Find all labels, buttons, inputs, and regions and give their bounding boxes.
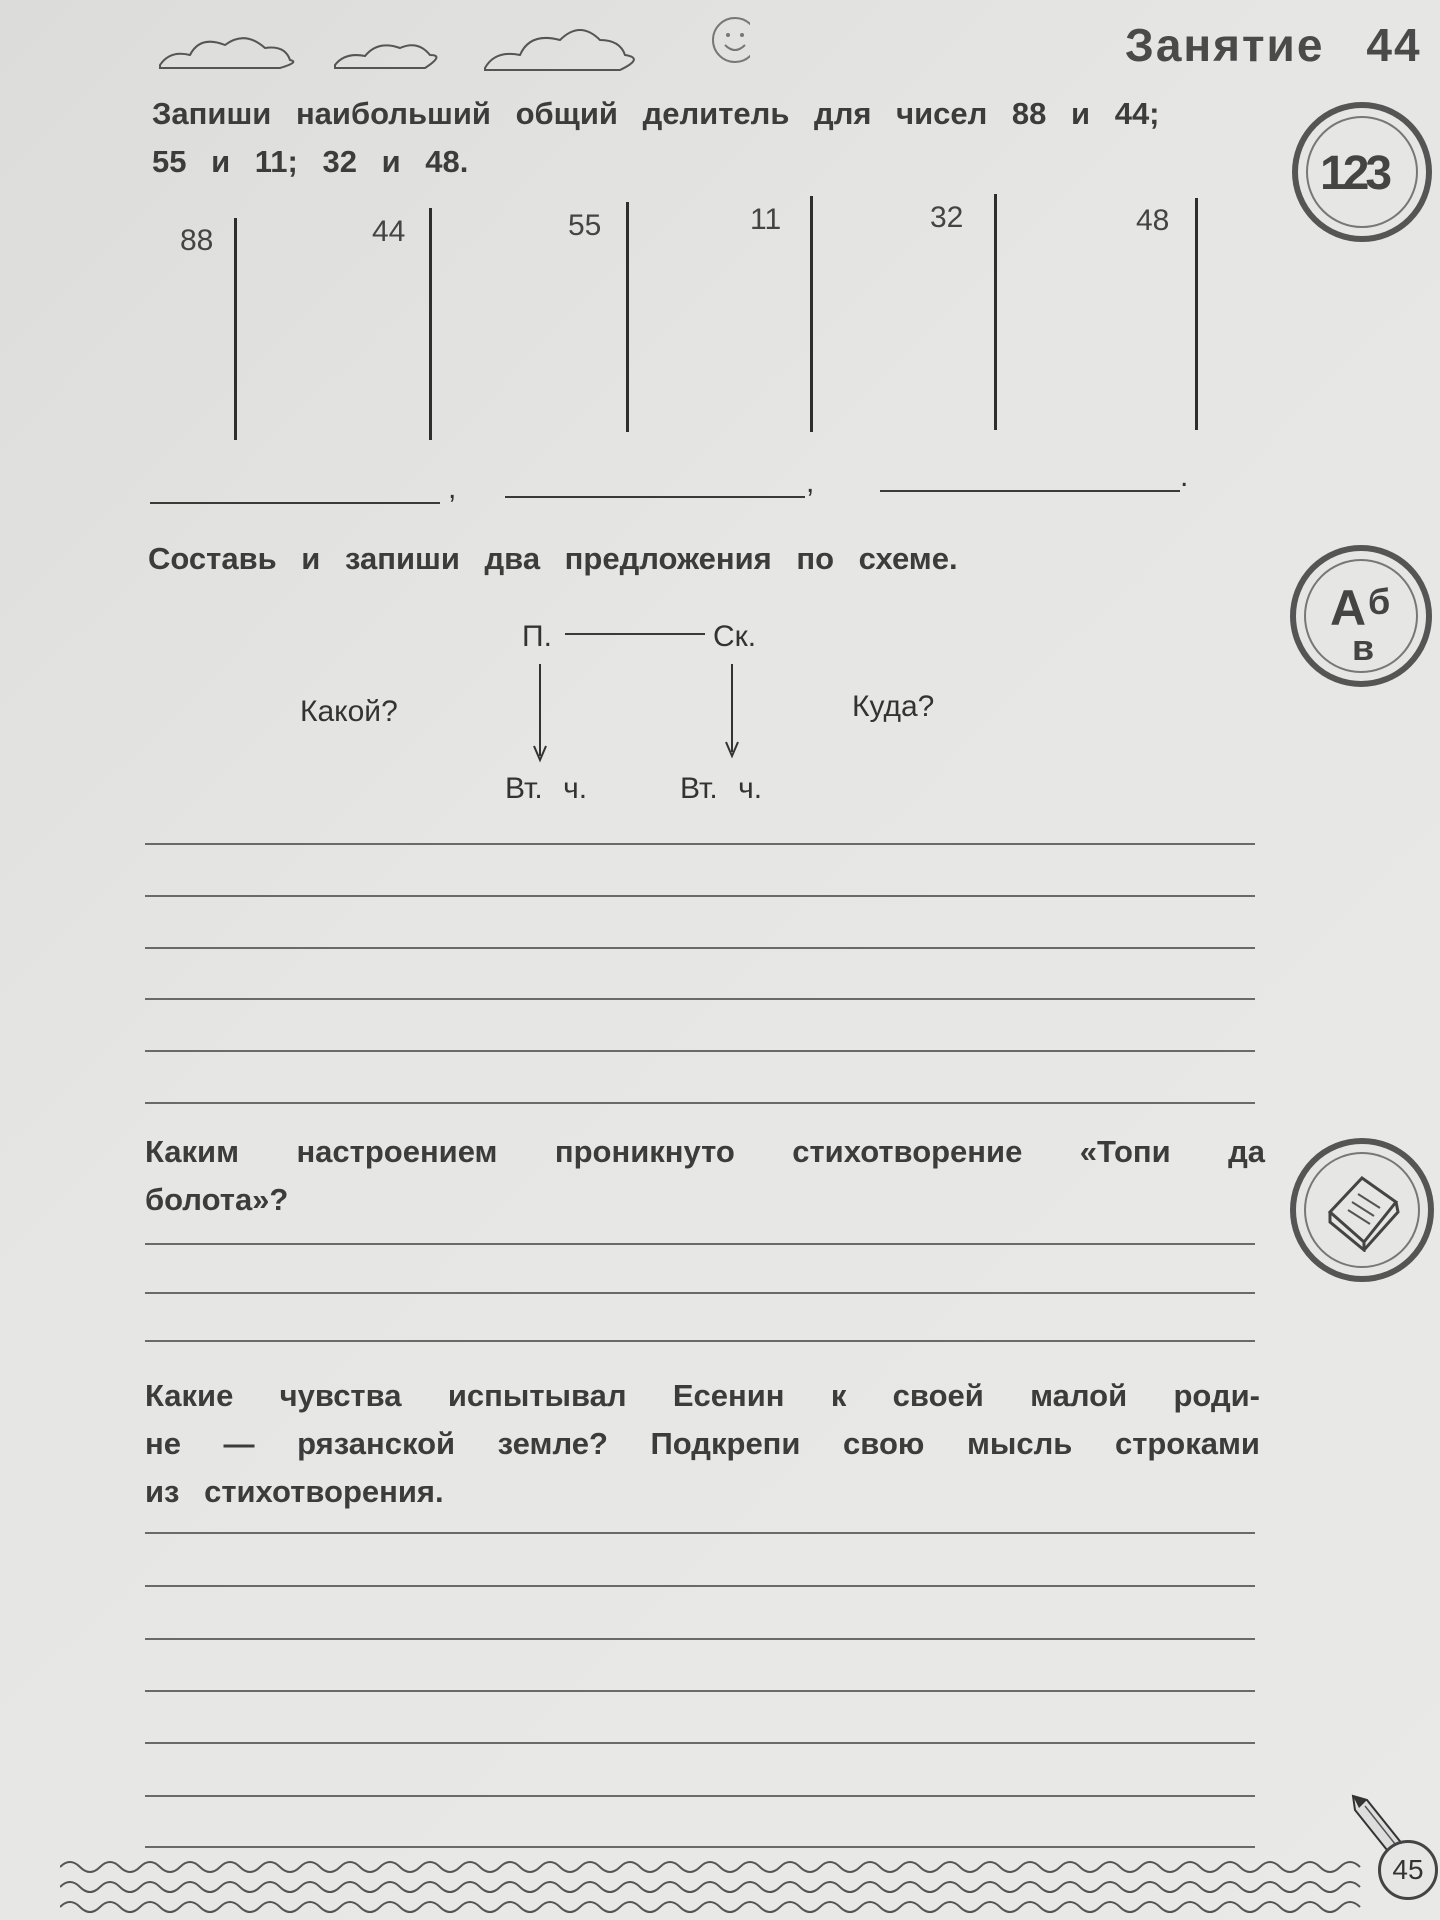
scheme-predicate: Ск. xyxy=(713,620,757,653)
answer-line-3 xyxy=(880,490,1180,492)
scheme-secondary-right: Вт. ч. xyxy=(680,772,763,805)
task4-text xyxy=(145,1372,1260,1516)
separator-2: , xyxy=(806,466,815,499)
writing-line xyxy=(145,1846,1255,1848)
pair1-b: 44 xyxy=(372,215,406,248)
task1-line2: 55 и 11; 32 и 48. xyxy=(152,144,469,179)
scheme-secondary-left: Вт. ч. xyxy=(505,772,588,805)
separator-3: . xyxy=(1180,460,1189,493)
pair2-b: 11 xyxy=(750,203,782,236)
letter-b-icon: б xyxy=(1368,581,1391,622)
pair3-b: 48 xyxy=(1136,204,1170,237)
pair1-divider-a xyxy=(234,218,237,440)
writing-line xyxy=(145,1050,1255,1052)
task4-line3: из стихотворения. xyxy=(145,1474,444,1509)
writing-line xyxy=(145,1340,1255,1342)
page-number: 45 xyxy=(1378,1840,1438,1900)
writing-line xyxy=(145,1292,1255,1294)
task4-line2: не — рязанской земле? Подкрепи свою мысль строками xyxy=(145,1426,1260,1461)
writing-line xyxy=(145,1795,1255,1797)
scheme-arrows-icon xyxy=(520,660,760,770)
writing-line xyxy=(145,1532,1255,1534)
separator-1: , xyxy=(448,472,457,505)
task1-line1: Запиши наибольший общий делитель для чисел 88 и 44; xyxy=(152,96,1160,131)
task1-text xyxy=(152,90,1282,186)
pair2-a: 55 xyxy=(568,209,602,242)
task3-line1: Каким настроением проникнуто стихотворение «Топи да xyxy=(145,1134,1265,1169)
letter-v-icon: в xyxy=(1352,627,1375,668)
task3-text xyxy=(145,1128,1265,1224)
lesson-header xyxy=(1125,18,1422,72)
task3-line2: болота»? xyxy=(145,1182,289,1217)
pair1-divider-b xyxy=(429,208,432,440)
lesson-number: 44 xyxy=(1366,19,1422,71)
writing-line xyxy=(145,947,1255,949)
scheme-question-left: Какой? xyxy=(300,695,398,728)
writing-line xyxy=(145,1243,1255,1245)
pair3-divider-a xyxy=(994,194,997,430)
writing-line xyxy=(145,895,1255,897)
scheme-question-right: Куда? xyxy=(852,690,935,723)
scheme-subject: П. xyxy=(522,620,552,653)
writing-line xyxy=(145,1742,1255,1744)
pair2-divider-a xyxy=(626,202,629,432)
writing-line xyxy=(145,998,1255,1000)
task2-text: Составь и запиши два предложения по схеме. xyxy=(148,541,958,576)
pair1-a: 88 xyxy=(180,224,214,257)
writing-line xyxy=(145,1585,1255,1587)
answer-line-2 xyxy=(505,496,805,498)
clouds-decoration-icon xyxy=(150,10,750,80)
waves-decoration-icon xyxy=(60,1855,1380,1915)
scheme-connector xyxy=(565,633,705,635)
book-icon xyxy=(1322,1172,1402,1252)
numbers-123-badge xyxy=(1292,102,1432,242)
pair3-divider-b xyxy=(1195,198,1198,430)
lesson-label: Занятие xyxy=(1125,19,1325,71)
pair2-divider-b xyxy=(810,196,813,432)
book-badge xyxy=(1290,1138,1434,1282)
answer-line-1 xyxy=(150,502,440,504)
task4-line1: Какие чувства испытывал Есенин к своей малой роди- xyxy=(145,1378,1260,1413)
numbers-123-icon: 123 xyxy=(1320,147,1389,200)
pair3-a: 32 xyxy=(930,201,964,234)
letters-abv-badge xyxy=(1290,545,1432,687)
writing-line xyxy=(145,843,1255,845)
letter-a-icon: А xyxy=(1330,580,1367,636)
writing-line xyxy=(145,1638,1255,1640)
writing-line xyxy=(145,1102,1255,1104)
writing-line xyxy=(145,1690,1255,1692)
